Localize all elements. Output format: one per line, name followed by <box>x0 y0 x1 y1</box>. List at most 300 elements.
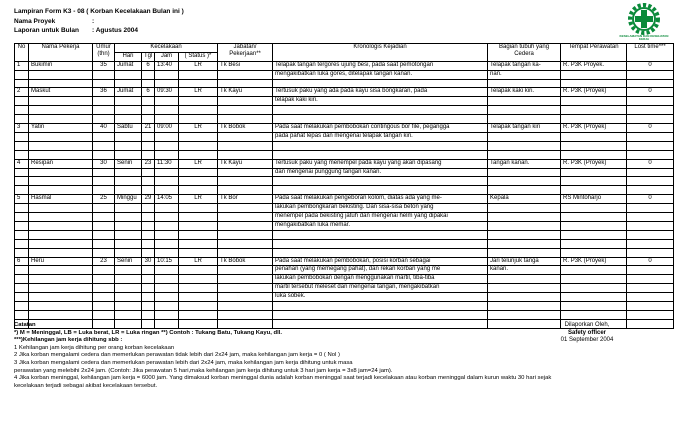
cell-status <box>179 310 218 319</box>
cell-jabatan: Tk Kayu <box>218 88 273 97</box>
cell-status <box>179 150 218 159</box>
cell-kronologis: lakukan pembobokan dengan menggunakan martil, tiba-tiba <box>273 275 488 284</box>
cell-tgl: 23 <box>142 159 155 168</box>
cell-jam <box>155 310 179 319</box>
cell-no <box>15 275 29 284</box>
cell-hari <box>115 168 142 177</box>
cell-tempat: R. P3K (Proyek) <box>561 124 627 133</box>
cell-tgl <box>142 168 155 177</box>
cell-nama <box>29 106 93 115</box>
cell-status <box>179 97 218 106</box>
cell-bagian <box>488 106 561 115</box>
cell-status: LR <box>179 195 218 204</box>
cell-jam: 11:30 <box>155 159 179 168</box>
cell-tgl <box>142 293 155 302</box>
cell-status <box>179 115 218 124</box>
notes-item: 1 Kehilangan jam kerja dihitung per orang korban kecelakaan <box>14 344 175 351</box>
table-row <box>15 97 674 106</box>
cell-no <box>15 213 29 222</box>
cell-jam <box>155 221 179 230</box>
cell-status <box>179 70 218 79</box>
cell-jam <box>155 132 179 141</box>
cell-status <box>179 302 218 311</box>
cell-jabatan <box>218 115 273 124</box>
accident-table <box>14 43 674 329</box>
cell-tgl <box>142 132 155 141</box>
cell-no <box>15 177 29 186</box>
cell-tgl <box>142 284 155 293</box>
cell-no <box>15 150 29 159</box>
cell-hari <box>115 230 142 239</box>
logo-caption: KESELAMATAN DAN KESEHATAN KERJA <box>619 34 669 42</box>
cell-status: LR <box>179 124 218 133</box>
cell-status <box>179 284 218 293</box>
cell-tgl <box>142 310 155 319</box>
cell-kronologis <box>273 79 488 88</box>
cell-kronologis <box>273 302 488 311</box>
notes-item: 4 Jika korban meninggal, kehilangan jam kerja = 6000 jam. Yang dimaksud korban meninggal dunia adalah korban meninggal saat terjadi kecelakaan atau korban meninggal dalam kurun waktu 30 hari sejak <box>14 375 552 382</box>
cell-nama: Resipan <box>29 159 93 168</box>
cell-jam <box>155 266 179 275</box>
cell-jam <box>155 186 179 195</box>
cell-status <box>179 106 218 115</box>
cell-tempat <box>561 239 627 248</box>
cell-nama <box>29 150 93 159</box>
cell-jam <box>155 302 179 311</box>
cell-kronologis <box>273 239 488 248</box>
table-row <box>15 186 674 195</box>
cell-no <box>15 106 29 115</box>
cell-jam <box>155 115 179 124</box>
cell-jam <box>155 248 179 257</box>
cell-jabatan <box>218 310 273 319</box>
cell-tempat <box>561 310 627 319</box>
cell-jam <box>155 239 179 248</box>
cell-kronologis <box>273 115 488 124</box>
cell-no <box>15 204 29 213</box>
cell-nama: Yatin <box>29 124 93 133</box>
cell-lost <box>627 248 674 257</box>
notes-item: 3 Jika korban mengalami cedera dan memerlukan perawatan lebih dari 2x24 jam, maka kehilangan jam kerja dihitung untuk masa <box>14 359 353 366</box>
table-row <box>15 159 674 168</box>
cell-nama <box>29 70 93 79</box>
cell-umur <box>93 70 115 79</box>
cell-jabatan <box>218 150 273 159</box>
cell-no <box>15 132 29 141</box>
cell-umur <box>93 239 115 248</box>
cell-umur: 30 <box>93 159 115 168</box>
cell-umur <box>93 150 115 159</box>
cell-status <box>179 168 218 177</box>
cell-bagian <box>488 310 561 319</box>
cell-hari <box>115 266 142 275</box>
cell-jabatan <box>218 141 273 150</box>
cell-tempat: R. P3K Proyek. <box>561 61 627 70</box>
cell-nama <box>29 293 93 302</box>
cell-no <box>15 70 29 79</box>
cell-tempat <box>561 275 627 284</box>
table-row <box>15 239 674 248</box>
cell-lost <box>627 115 674 124</box>
period-row <box>14 27 138 34</box>
cell-jabatan <box>218 213 273 222</box>
cell-tgl <box>142 266 155 275</box>
cell-status <box>179 293 218 302</box>
cell-jabatan: Tk Bobok <box>218 257 273 266</box>
cell-tempat <box>561 168 627 177</box>
cell-tempat <box>561 248 627 257</box>
cell-jabatan: Tk Besi <box>218 61 273 70</box>
cell-tgl <box>142 79 155 88</box>
cell-bagian: Jari telunjuk tanga <box>488 257 561 266</box>
cell-umur: 40 <box>93 124 115 133</box>
cell-tgl <box>142 141 155 150</box>
cell-lost: 0 <box>627 159 674 168</box>
table-row <box>15 195 674 204</box>
signature-prepared: Dilaporkan Oleh, <box>564 322 610 328</box>
cell-tempat <box>561 284 627 293</box>
cell-lost <box>627 79 674 88</box>
cell-no <box>15 293 29 302</box>
cell-lost <box>627 168 674 177</box>
cell-hari <box>115 106 142 115</box>
table-row <box>15 177 674 186</box>
table-row <box>15 204 674 213</box>
cell-jam <box>155 141 179 150</box>
cell-bagian <box>488 230 561 239</box>
cell-tgl <box>142 106 155 115</box>
col-jabatan: Jabatan/ Pekerjaan** <box>218 44 273 62</box>
cell-lost <box>627 275 674 284</box>
cell-nama <box>29 177 93 186</box>
cell-umur: 25 <box>93 195 115 204</box>
notes-losttime-heading: ***)Kehilangan jam kerja dihitung sbb : <box>14 337 123 344</box>
cell-kronologis <box>273 230 488 239</box>
cell-nama <box>29 186 93 195</box>
cell-bagian: Telapak kaki kiri. <box>488 88 561 97</box>
cell-lost <box>627 293 674 302</box>
cell-kronologis: Pada saat melakukan pembobokan contingous bor file, pegangga <box>273 124 488 133</box>
cell-tempat <box>561 186 627 195</box>
cell-tempat <box>561 230 627 239</box>
cell-status: LR <box>179 159 218 168</box>
cell-lost <box>627 177 674 186</box>
cell-jabatan <box>218 230 273 239</box>
cell-lost <box>627 132 674 141</box>
cell-kronologis: mengakibatkan luka memar. <box>273 221 488 230</box>
cell-jabatan <box>218 239 273 248</box>
cell-tempat <box>561 302 627 311</box>
cell-umur <box>93 115 115 124</box>
col-kecelakaan: Kecelakaan <box>115 44 218 53</box>
table-row <box>15 302 674 311</box>
cell-nama <box>29 79 93 88</box>
cell-hari <box>115 213 142 222</box>
cell-kronologis: menempel pada bekisting jatuh dan mengenai helm yang dipakai <box>273 213 488 222</box>
cell-hari: Jumat <box>115 61 142 70</box>
cell-no: 4 <box>15 159 29 168</box>
cell-jabatan: Tk Bor <box>218 195 273 204</box>
cell-no <box>15 310 29 319</box>
cell-umur <box>93 141 115 150</box>
notes-status-legend: *) M = Meninggal, LB = Luka berat, LR = Luka ringan **) Contoh : Tukang Batu, Tukang Kayu, dll. <box>14 329 282 336</box>
cell-bagian: Telapak tangan ka- <box>488 61 561 70</box>
cell-nama: Heru <box>29 257 93 266</box>
cell-tempat: RS Mintoharjo <box>561 195 627 204</box>
cell-kronologis <box>273 141 488 150</box>
cell-lost <box>627 141 674 150</box>
cell-jam: 13:40 <box>155 61 179 70</box>
cell-nama <box>29 302 93 311</box>
cell-umur <box>93 248 115 257</box>
cell-nama <box>29 141 93 150</box>
col-jam: Jam <box>155 52 179 61</box>
cell-nama <box>29 239 93 248</box>
cell-jam: 14:05 <box>155 195 179 204</box>
cell-lost <box>627 97 674 106</box>
table-row <box>15 310 674 319</box>
cell-tgl: 29 <box>142 195 155 204</box>
cell-lost <box>627 266 674 275</box>
cell-hari <box>115 141 142 150</box>
cell-hari <box>115 302 142 311</box>
cell-jabatan <box>218 168 273 177</box>
col-tgl: Tgl <box>142 52 155 61</box>
signature-date: 01 September 2004 <box>560 337 614 344</box>
cell-bagian <box>488 132 561 141</box>
cell-lost <box>627 302 674 311</box>
cell-umur: 36 <box>93 88 115 97</box>
cell-nama <box>29 213 93 222</box>
cell-nama <box>29 115 93 124</box>
project-label: Nama Proyek <box>14 18 56 25</box>
project-row <box>14 18 95 25</box>
cell-jabatan <box>218 293 273 302</box>
cell-kronologis <box>273 106 488 115</box>
cell-hari <box>115 70 142 79</box>
col-hari: Hari <box>115 52 142 61</box>
cell-tgl <box>142 177 155 186</box>
cell-status <box>179 248 218 257</box>
cell-tgl: 6 <box>142 61 155 70</box>
col-lost: Lost time*** <box>627 44 674 62</box>
cell-no <box>15 115 29 124</box>
cell-hari <box>115 115 142 124</box>
cell-hari: Jumat <box>115 88 142 97</box>
cell-lost <box>627 239 674 248</box>
cell-nama <box>29 284 93 293</box>
cell-umur <box>93 168 115 177</box>
notes-item: 2 Jika korban mengalami cedera dan memerlukan perawatan tidak lebih dari 2x24 jam, maka kehilangan jam kerja = 0 ( Nol ) <box>14 352 340 359</box>
cell-bagian <box>488 239 561 248</box>
cell-tempat: R. P3K (Proyek) <box>561 159 627 168</box>
cell-kronologis: martil tersebut meleset dan mengenai tangan, mengakibatkan <box>273 284 488 293</box>
cell-kronologis: dan mengenai punggung tangan kanan. <box>273 168 488 177</box>
cell-tgl <box>142 186 155 195</box>
cell-jam <box>155 213 179 222</box>
cell-kronologis <box>273 177 488 186</box>
cell-no: 3 <box>15 124 29 133</box>
cell-jam <box>155 230 179 239</box>
cell-lost: 0 <box>627 88 674 97</box>
cell-kronologis <box>273 248 488 257</box>
cell-status <box>179 204 218 213</box>
cell-kronologis <box>273 150 488 159</box>
cell-bagian <box>488 97 561 106</box>
cell-jabatan <box>218 266 273 275</box>
cell-tempat: R. P3K (Proyek) <box>561 257 627 266</box>
cell-status <box>179 141 218 150</box>
cell-nama <box>29 221 93 230</box>
table-row <box>15 275 674 284</box>
cell-lost: 0 <box>627 124 674 133</box>
cell-status <box>179 79 218 88</box>
cell-hari <box>115 177 142 186</box>
cell-lost: 0 <box>627 257 674 266</box>
cell-kronologis: Tertusuk paku yang menempel pada kayu yang akan dipasang <box>273 159 488 168</box>
cell-status <box>179 266 218 275</box>
cell-jabatan <box>218 70 273 79</box>
cell-lost <box>627 186 674 195</box>
cell-tempat <box>561 266 627 275</box>
cell-lost <box>627 230 674 239</box>
cell-bagian <box>488 275 561 284</box>
cell-jam <box>155 177 179 186</box>
cell-jabatan <box>218 79 273 88</box>
cell-status <box>179 213 218 222</box>
cell-bagian <box>488 248 561 257</box>
table-row <box>15 213 674 222</box>
cell-hari <box>115 150 142 159</box>
cell-hari <box>115 248 142 257</box>
table-row <box>15 221 674 230</box>
cell-jam <box>155 106 179 115</box>
cell-lost <box>627 70 674 79</box>
cell-umur: 23 <box>93 257 115 266</box>
cell-hari <box>115 79 142 88</box>
cell-jabatan: Tk Kayu <box>218 159 273 168</box>
cell-no: 1 <box>15 61 29 70</box>
cell-lost <box>627 204 674 213</box>
signature-block <box>532 322 642 345</box>
cell-kronologis: Pada saat melakukan pembobokan, posisi korban sebagai <box>273 257 488 266</box>
cell-umur <box>93 293 115 302</box>
cell-kronologis: lakukan pembongkaran bekisting. Dan sisa-sisa beton yang <box>273 204 488 213</box>
cell-jam <box>155 293 179 302</box>
cell-tgl <box>142 221 155 230</box>
table-row <box>15 70 674 79</box>
cell-bagian <box>488 302 561 311</box>
cell-jabatan <box>218 132 273 141</box>
col-umur: Umur (thn) <box>93 44 115 62</box>
table-row <box>15 141 674 150</box>
cell-jabatan <box>218 97 273 106</box>
col-tempat: Tempat Perawatan <box>561 44 627 62</box>
table-row <box>15 150 674 159</box>
cell-jabatan <box>218 204 273 213</box>
cell-status: LR <box>179 88 218 97</box>
cell-status <box>179 275 218 284</box>
project-value: : <box>92 18 95 25</box>
col-no: No <box>15 44 29 62</box>
signature-role: Safety officer <box>567 329 606 336</box>
table-row <box>15 124 674 133</box>
cell-nama <box>29 97 93 106</box>
cell-no <box>15 221 29 230</box>
cell-tgl: 21 <box>142 124 155 133</box>
cell-no <box>15 79 29 88</box>
cell-no: 5 <box>15 195 29 204</box>
cell-bagian <box>488 79 561 88</box>
cell-tempat <box>561 293 627 302</box>
cell-tempat <box>561 79 627 88</box>
cell-hari: Sabtu <box>115 124 142 133</box>
table-row <box>15 284 674 293</box>
cell-kronologis <box>273 310 488 319</box>
cell-jam <box>155 70 179 79</box>
cell-no: 6 <box>15 257 29 266</box>
table-row <box>15 168 674 177</box>
cell-kronologis: Pada saat melakukan pengeboran kolom, diatas ada yang me- <box>273 195 488 204</box>
cell-bagian <box>488 284 561 293</box>
cell-bagian <box>488 115 561 124</box>
cell-umur <box>93 186 115 195</box>
cell-jam: 09:00 <box>155 124 179 133</box>
cell-nama <box>29 204 93 213</box>
cell-bagian: nan. <box>488 70 561 79</box>
col-nama: Nama Pekerja <box>29 44 93 62</box>
cell-umur <box>93 310 115 319</box>
cell-bagian <box>488 168 561 177</box>
cell-kronologis: pada pahat lepas dan mengenai telapak tangan kiri. <box>273 132 488 141</box>
cell-tempat <box>561 150 627 159</box>
cell-no <box>15 266 29 275</box>
cell-kronologis <box>273 186 488 195</box>
cell-umur <box>93 106 115 115</box>
cell-no <box>15 230 29 239</box>
cell-umur <box>93 284 115 293</box>
cell-kronologis: mengakibatkan luka gores, ditelapak tangan kanan. <box>273 70 488 79</box>
period-label: Laporan untuk Bulan <box>14 27 79 34</box>
cell-bagian: Tangan kanan. <box>488 159 561 168</box>
cell-no <box>15 141 29 150</box>
col-bagian: Bagian tubuh yang Cedera <box>488 44 561 62</box>
cell-umur <box>93 79 115 88</box>
cell-umur <box>93 221 115 230</box>
cell-bagian <box>488 141 561 150</box>
cell-status: LR <box>179 61 218 70</box>
cell-lost <box>627 310 674 319</box>
cell-status <box>179 221 218 230</box>
cell-lost <box>627 150 674 159</box>
col-kronologis: Kronologis Kejadian <box>273 44 488 62</box>
form-title: Lampiran Form K3 - 08 ( Korban Kecelakaan Bulan ini ) <box>14 8 184 15</box>
cell-status <box>179 132 218 141</box>
cell-hari: Minggu <box>115 195 142 204</box>
table-row <box>15 79 674 88</box>
cell-hari <box>115 310 142 319</box>
table-row <box>15 266 674 275</box>
cell-bagian <box>488 186 561 195</box>
cell-umur <box>93 204 115 213</box>
cell-hari <box>115 221 142 230</box>
cell-jam <box>155 97 179 106</box>
cell-bagian <box>488 213 561 222</box>
cell-status <box>179 230 218 239</box>
cell-no <box>15 248 29 257</box>
cell-umur <box>93 266 115 275</box>
cell-hari <box>115 293 142 302</box>
